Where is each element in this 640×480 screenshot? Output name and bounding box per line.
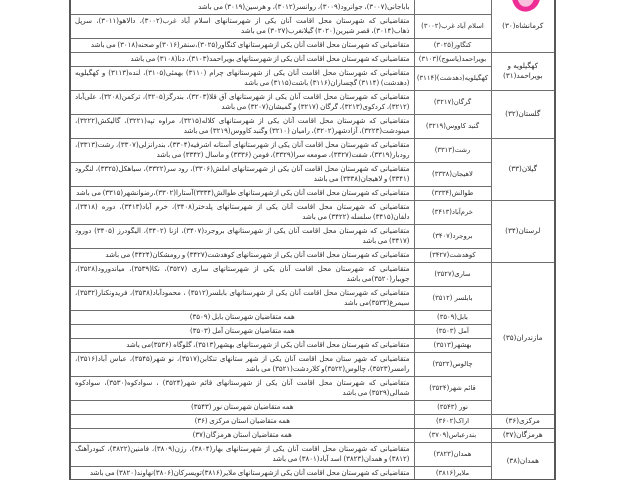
district-description-cell [70,338,414,352]
city-cell [414,324,491,338]
district-description: باباجانی(۳۰۰۷)، جوانرود(۳۰۰۹)، روانسر(۳۰۱۲)، و هرسین(۳۰۱۹) می باشد [198,2,410,11]
district-description: متقاضیانی که شهرستان محل اقامت آنان یکی از شهرستانهای آستانه اشرفیه(۳۳۰۴)، بندرانزلی(۳۳۰۷)، رشت(۳۳۱۳)، رودبار(۳۳۱۹)، شفت(۳۳۲۷)، صومعه سرا(۳۳۲۹)، فومن (۳۳۳۶) و ماسال (۳۳۴۲) می باشد [75,140,410,159]
district-description-cell [70,442,414,466]
table-row [70,186,555,200]
district-description: متقاضیانی که شهرستان محل اقامت آنان یکی از شهرستانهای اسلام آباد غرب(۳۰۰۲)، دالاهو(۳۰۱۱)، سرپل ذهاب(۳۰۱۴)، قصر شیرین(۳۰۲۰) گیلانغرب(۳۰۲۷) می باشد [75,16,410,35]
table-row [70,324,555,338]
city-cell [414,352,491,376]
city-cell [414,248,491,262]
city-name: بابل(۳۵۰۹) [437,313,468,321]
city-name: قائم شهر(۳۵۲۴) [429,384,476,392]
district-description-cell [70,90,414,114]
city-name: بندرعباس(۳۷۰۹) [428,431,477,439]
table-row [70,400,555,414]
province-cell [491,200,555,262]
district-description: متقاضیانی که شهرستان محل اقامت آنان یکی از شهرستانهای بروجرد(۳۴۰۷)، ازنا (۳۴۰۲)، الیگودرز (۳۴۰۵) دورود (۳۴۱۷) می باشد [75,226,410,245]
city-name: کنگاور(۳۰۲۵) [433,41,472,49]
province-name: لرستان(۳۴) [505,226,541,236]
province-cell [491,52,555,90]
city-name: بهشهر(۳۵۱۳) [433,341,472,349]
region-table-body [70,0,555,480]
district-description-cell [70,14,414,38]
district-description-cell [70,286,414,310]
city-cell [414,262,491,286]
city-name: اراک(۳۶۰۲) [435,417,470,425]
table-row [70,52,555,66]
district-description-cell [70,114,414,138]
district-description: همه متقاضیان استان مرکزی (۳۶) [194,416,290,425]
district-description-cell [70,186,414,200]
district-description: متقاضیانی که شهرستان محل اقامت آنان یکی از شهرستانهای بهار(۳۸۰۴)، رزن(۳۸۰۹)، فامنین(۳۸۲۲)، کبودرآهنگ (۳۸۱۲) و همدان(۳۸۲۳) اسد آباد(۳۸۰۱) می باشد [75,444,410,463]
district-description: همه متقاضیان استان هرمزگان(۳۷) [192,430,292,439]
table-row [70,466,555,480]
table-row [70,376,555,400]
province-city-table [69,0,556,480]
table-row [70,352,555,376]
city-cell [414,14,491,38]
province-name: گلستان(۳۲) [505,109,541,119]
district-description: متقاضیانی که شهرستان محل اقامت آنان یکی از شهرستانهای آق قلا(۳۲۰۳)، بندرگز(۳۲۰۵)، ترکمن(۳۲۰۸)، علی‌آباد (۳۲۱۲)، کردکوی(۳۲۱۳)، گرگان (۳۲۱۷) و گمیشان(۳۲۰۷) می باشد [75,92,410,111]
city-cell [414,200,491,224]
table-row [70,262,555,286]
district-description-cell [70,200,414,224]
district-description-cell [70,162,414,186]
district-description: متقاضیانی که شهرستان محل اقامت آنان یکی از شهرستانهای ساری (۳۵۲۷)، نکا(۳۵۳۹)، میاندورود(۳۵۲۸)، جویبار(۳۵۲۰)می باشد [75,264,410,283]
province-cell [491,442,555,480]
table-row [70,310,555,324]
district-description-cell [70,0,414,14]
table-row [70,162,555,186]
district-description-cell [70,66,414,90]
city-name: ساری(۳۵۲۷) [434,270,471,278]
pink-marker-icon [511,0,541,12]
district-description: متقاضیانی که شهر ستان محل اقامت آنان یکی از شهر ستانهای تنکابن(۳۵۱۷)، نو شهر(۳۵۴۵)، عباس آباد(۳۵۱۶)، رامسر(۳۵۲۳)، چالوس(۳۵۲۲)و کلاردشت(۳۵۲۱) می باشد [75,354,410,373]
district-description: همه متقاضیان شهرستان بابل (۳۵۰۹) [189,312,295,321]
city-cell [414,114,491,138]
table-row [70,90,555,114]
city-name: خرم‌آباد(۳۴۱۳) [432,208,473,216]
table-row [70,14,555,38]
table-row [70,138,555,162]
city-cell [414,414,491,428]
province-name: همدان(۳۸) [506,455,539,465]
district-description-cell [70,324,414,338]
province-cell [491,138,555,200]
city-name: همدان(۳۸۲۳) [433,450,472,458]
district-description-cell [70,400,414,414]
district-description: متقاضیانی که شهرستان محل اقامت آنان یکی از شهرستانهای قائم شهر(۳۵۲۴) ، سوادکوه(۳۵۳۰)، سوادکوه شمالی(۳۵۲۹) می باشد [75,378,410,397]
district-description-cell [70,376,414,400]
city-name: اسلام آباد غرب(۳۰۰۲) [421,22,484,30]
table-row [70,0,555,14]
table-row [70,114,555,138]
city-name: گنبد کاووس(۳۲۱۹) [425,122,480,130]
province-name: کهگیلویه و بویراحمد(۳۱) [503,61,543,80]
city-cell [414,52,491,66]
city-name: رشت(۳۳۱۳) [434,146,471,154]
district-description-cell [70,310,414,324]
city-cell [414,224,491,248]
district-description-cell [70,428,414,442]
district-description: متقاضیانی که شهرستان محل اقامت آنان یکی ازشهرستانهای طوالش(۳۳۳۴)آستارا(۳۳۰۲)،رضوانشهر(۳۳۱۵) می باشد [76,188,410,197]
district-description: متقاضیانی که شهرستان محل اقامت آنان یکی از شهرستانهای پلدختر(۳۴۰۸)، خرم آباد(۳۴۱۳)، دوره (۳۴۱۸)، دلفان(۳۴۱۵) سلسله (۳۴۲۲) می باشد [75,202,410,221]
city-name: طوالش(۳۳۳۴) [431,189,474,197]
province-name: گیلان(۳۳) [508,164,537,174]
district-description-cell [70,248,414,262]
district-description: متقاضیانی که شهرستان محل اقامت آنان یکی از شهرستانهای کوهدشت(۳۴۲۷) و رومشکان(۳۴۲۴) می باشد [105,250,410,259]
district-description-cell [70,262,414,286]
district-description: متقاضیانی که شهرستان محل اقامت آنان یکی ازشهرستانهای ملایر(۳۸۱۶)تویسرکان(۳۸۰۶)نهاوند(۳۸۲۰) می باشد [89,468,410,477]
city-cell [414,138,491,162]
district-description-cell [70,52,414,66]
city-name: کهگیلویه(دهدشت)(۳۱۱۴) [416,74,489,82]
district-description-cell [70,138,414,162]
table-row [70,414,555,428]
district-description: همه متقاضیان شهرستان نور (۳۵۴۳) [190,402,294,411]
district-description: متقاضیانی که شهرستان محل اقامت آنان یکی از شهرستانهای بهشهر(۳۵۱۳)، گلوگاه (۳۵۳۶)می باشد [126,340,410,349]
table-row [70,286,555,310]
district-description-cell [70,352,414,376]
district-description-cell [70,414,414,428]
city-cell [414,90,491,114]
city-name: آمل (۳۵۰۳) [436,327,469,335]
city-cell [414,376,491,400]
city-cell [414,38,491,52]
table-row [70,428,555,442]
pink-marker-annotation [511,0,541,12]
table-row [70,200,555,224]
province-cell [491,414,555,428]
table-row [70,248,555,262]
city-name: لاهیجان(۳۳۳۸) [432,170,473,178]
district-description-cell [70,38,414,52]
district-description: متقاضیانی که شهرستان محل اقامت آنان یکی از شهرستانهای املش(۳۳۰۶)، رود سر(۳۳۲۲)، سیاهکل(۳۳۲۵)، لنگرود (۳۳۴۱) و لاهیجان(۳۳۳۸) می باشد [75,164,410,183]
table-row [70,338,555,352]
table-row [70,66,555,90]
city-cell [414,338,491,352]
table-row [70,38,555,52]
city-name: نور (۳۵۴۳) [437,403,468,411]
province-name: مرکزی(۳۶) [505,416,540,426]
table-row [70,224,555,248]
province-name: هرمزگان(۳۷) [502,430,543,440]
province-name: کرمانشاه(۳۰) [502,20,544,30]
table-row [70,442,555,466]
province-cell [491,262,555,414]
province-cell [491,428,555,442]
city-name: بروجرد(۳۴۰۷) [432,232,473,240]
city-name: چالوس(۳۵۲۲) [432,360,473,368]
district-description-cell [70,224,414,248]
city-cell [414,310,491,324]
city-cell [414,466,491,480]
district-description: متقاضیانی که شهرستان محل اقامت آنان یکی ازشهرستانهای کنگاور(۳۰۲۵)،سنقر(۳۰۱۶)و صحنه(۳۰۱۸) می باشد [90,40,410,49]
province-cell [491,90,555,138]
district-description: متقاضیانی که شهرستان محل اقامت آنان یکی از شهرستانهای کلاله(۳۲۱۵)، مراوه تپه(۳۲۲۱)، گالیکش(۳۲۲۲)، مینودشت(۳۲۲۳)، آزادشهر(۳۲۰۲)، رامیان (۳۲۱۰) وگنبد کاووس(۳۲۱۹) می باشد [75,116,410,135]
province-cell [491,0,555,52]
city-name: کوهدشت(۳۴۲۷) [429,251,476,259]
province-name: مازندران(۳۵) [503,333,543,343]
city-cell [414,428,491,442]
district-description: همه متقاضیان شهرستان آمل (۳۵۰۳) [189,326,295,335]
district-description: متقاضیانی که شهرستان محل اقامت آنان یکی از شهرستانهای چرام (۳۱۱۰) بهمئی(۳۱۰۵)، لنده(۳۱۱۳) و کهگیلویه (دهدشت) (۳۱۱۴) گچساران(۳۱۱۶) باشت(۳۱۱۵) می باشد [75,68,410,87]
city-name: بابلسر (۳۵۱۲) [432,294,473,302]
city-cell [414,162,491,186]
city-cell [414,286,491,310]
city-name: ملایر(۳۸۱۶) [435,468,470,477]
city-cell [414,66,491,90]
district-description-cell [70,466,414,480]
district-description: متقاضیانی که شهرستان محل اقامت آنان یکی از شهرستانهای بابلسر(۳۵۱۲) ، محمودآباد(۳۵۳۸)، فریدونکنار(۳۵۳۲)، سیمرغ(۳۵۳۳)می باشد [75,288,410,307]
city-cell [414,186,491,200]
city-cell [414,400,491,414]
district-description: متقاضیانی که شهرستان محل اقامت آنان یکی از شهرستانهای بویراحمد(۳۱۰۳)، دنا(۳۱۰۸) می باشد [130,54,410,63]
city-cell [414,0,491,14]
city-cell [414,442,491,466]
city-name: گرگان(۳۲۱۷) [433,98,472,106]
city-name: بویراحمد(یاسوج)(۳۱۰۳) [418,55,487,63]
